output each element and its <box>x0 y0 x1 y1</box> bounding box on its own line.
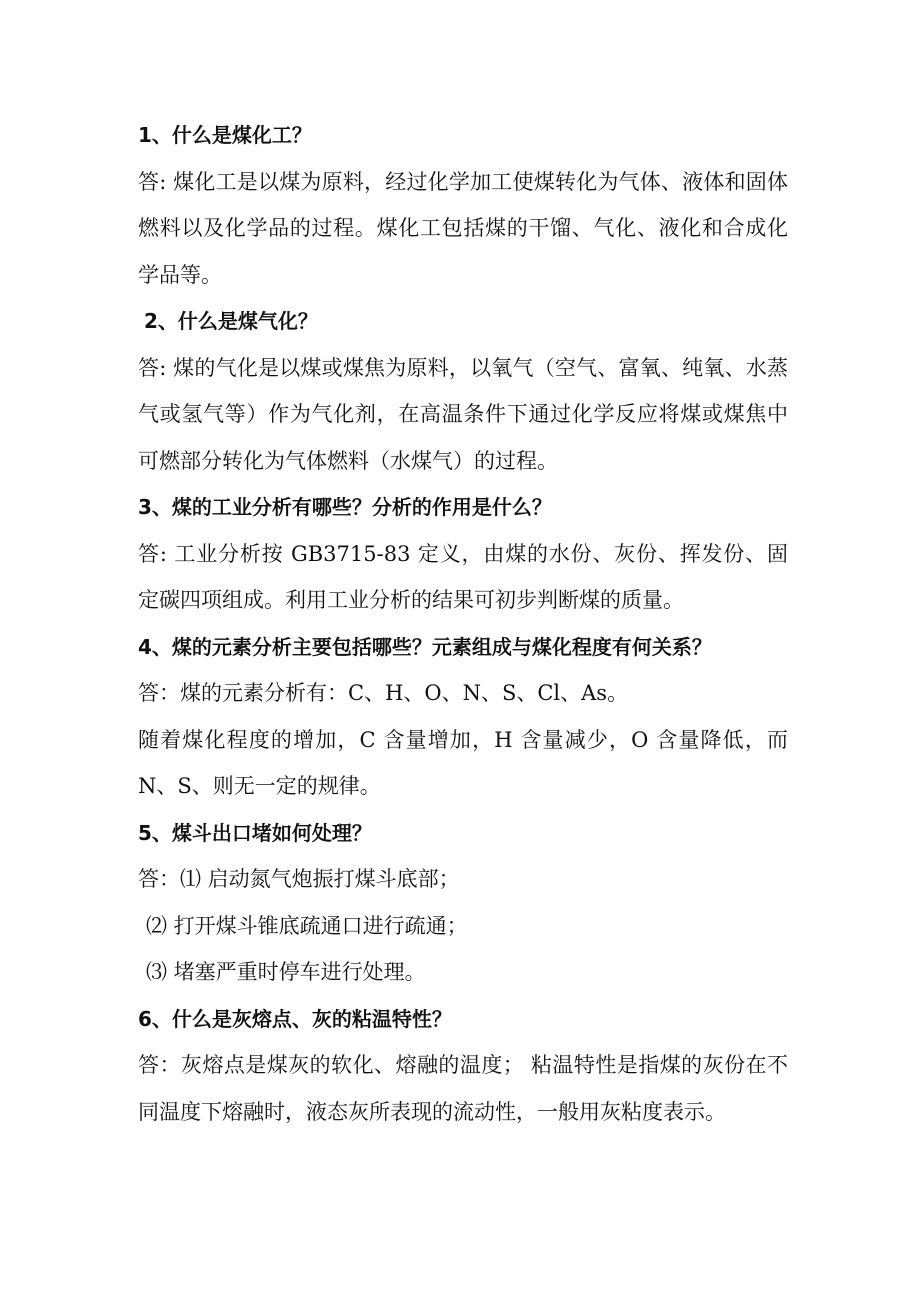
question-1: 1、什么是煤化工？ <box>138 123 312 147</box>
answer-6: 答：灰熔点是煤灰的软化、熔融的温度； 粘温特性是指煤的灰份在不同温度下熔融时，液态灰所表现的流动性，一般用灰粘度表示。 <box>138 1053 788 1124</box>
answer-3: 答: 工业分析按 GB3715-83 定义，由煤的水份、灰份、挥发份、固定碳四项组成。利用工业分析的结果可初步判断煤的质量。 <box>138 541 788 612</box>
answer-4-line-2: 随着煤化程度的增加，C 含量增加，H 含量减少，O 含量降低，而 N、S、则无一定的规律。 <box>138 727 788 798</box>
answer-5-step-2: ⑵ 打开煤斗锥底疏通口进行疏通； <box>146 913 468 938</box>
answer-2: 答: 煤的气化是以煤或煤焦为原料，以氧气（空气、富氧、纯氧、水蒸气或氢气等）作为气化剂，在高温条件下通过化学反应将煤或煤焦中可燃部分转化为气体燃料（水煤气）的过程。 <box>138 355 788 473</box>
question-5: 5、煤斗出口堵如何处理？ <box>138 820 372 845</box>
question-4: 4、煤的元素分析主要包括哪些？元素组成与煤化程度有何关系？ <box>138 634 712 659</box>
question-2: 2、什么是煤气化？ <box>144 309 318 333</box>
answer-1: 答: 煤化工是以煤为原料，经过化学加工使煤转化为气体、液体和固体燃料以及化学品的过程。煤化工包括煤的干馏、气化、液化和合成化学品等。 <box>138 169 788 287</box>
answer-5-step-3: ⑶ 堵塞严重时停车进行处理。 <box>146 960 426 984</box>
answer-4-line-1: 答：煤的元素分析有：C、H、O、N、S、Cl、As。 <box>138 681 629 705</box>
answer-5-step-1: 答：⑴ 启动氮气炮振打煤斗底部； <box>138 867 460 891</box>
question-6: 6、什么是灰熔点、灰的粘温特性？ <box>138 1006 452 1031</box>
document-page <box>138 112 788 1135</box>
question-3: 3、煤的工业分析有哪些？分析的作用是什么？ <box>138 495 552 519</box>
